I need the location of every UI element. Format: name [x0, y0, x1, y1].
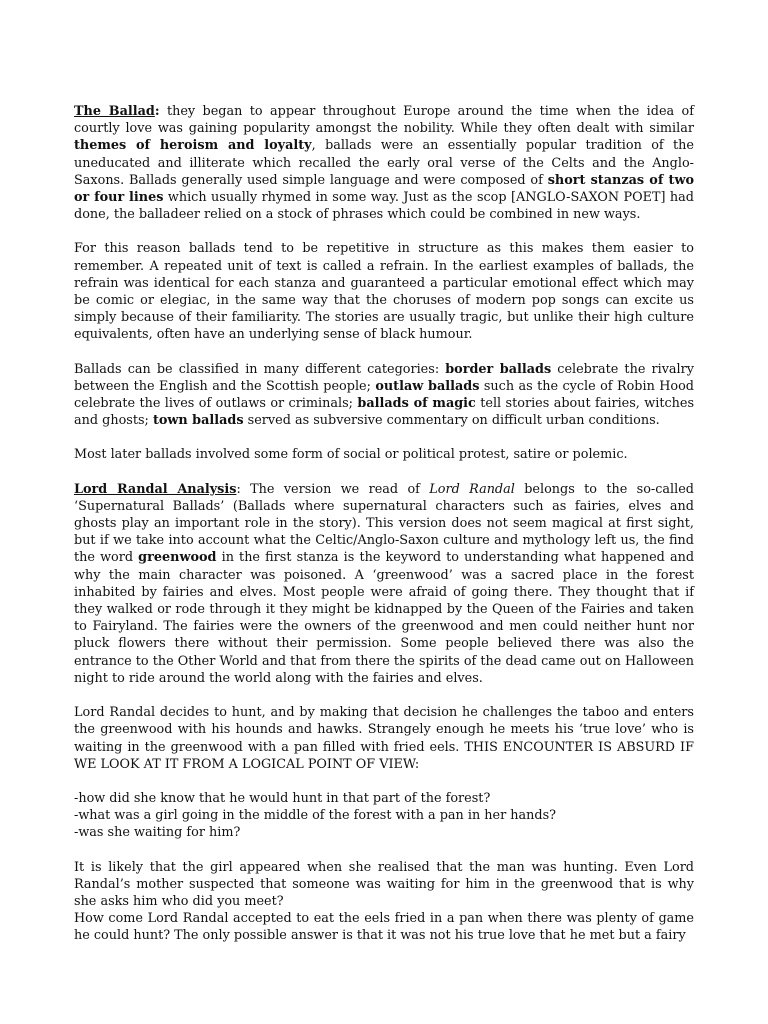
list-item: -how did she know that he would hunt in that part of the forest? — [74, 790, 491, 806]
paragraph-refrain: For this reason ballads tend to be repetitive in structure as this makes them easier to remember. A repeated unit of text is called a refrain. In the earliest examples of ballads, the refrain was identical for each stanza and guaranteed a particular emotional effect which may be comic or elegiac, in the same way that the choruses of modern pop songs can excite us simply because of their familiarity. The stories are usually tragic, but unlike their high culture equivalents, often have an underlying sense of black humour. — [74, 241, 694, 343]
text-run: in the first stanza is the keyword to understanding what happened and why the main character was poisoned. A ‘greenwood’ was a sacred place in the forest inhabited by fairies and elves. Most people were afraid of going there. They thought that if they walked or rode through it they might be kidnapped by the Queen of the Fairies and taken to Fairyland. The fairies were the owners of the greenwood and men could neither hunt nor pluck flowers there without their permission. Some people believed there was also the entrance to the Other World and that from there the spirits of the dead came out on Halloween night to ride around the world along with the fairies and elves. — [74, 550, 695, 686]
document-page — [74, 103, 694, 945]
bold-phrase: ballads of magic — [357, 396, 476, 412]
text-run: belongs to the so-called ‘Supernatural Ballads’ (Ballads where supernatural characters such as fairies, elves and ghosts play an important role in the story). This version does not seem magical at first sight, but if we take into account what the Celtic/Anglo-Saxon culture and mythology left us, the find the word — [74, 481, 695, 566]
paragraph-lord-randal-analysis — [74, 481, 694, 687]
heading-colon: : — [154, 104, 160, 119]
text-run: : The version we read of — [236, 481, 430, 497]
paragraph-categories — [74, 361, 694, 430]
text-run: celebrate the rivalry between the English and the Scottish people; — [74, 361, 694, 394]
section-heading-the-ballad: The Ballad — [74, 104, 155, 119]
question-list — [74, 790, 694, 842]
list-item: -was she waiting for him? — [74, 825, 241, 841]
section-heading-lord-randal-analysis: Lord Randal Analysis — [74, 481, 237, 497]
text-run: such as the cycle of Robin Hood celebrate the lives of outlaws or criminals; — [74, 378, 694, 412]
text-run: tell stories about fairies, witches and ghosts; — [74, 396, 695, 429]
text-run: served as subversive commentary on difficult urban conditions. — [243, 413, 660, 429]
bold-phrase: short stanzas of two or four lines — [74, 172, 694, 206]
text-run: Ballads can be classified in many different categories: — [74, 361, 446, 377]
list-item: -what was a girl going in the middle of the forest with a pan in her hands? — [74, 808, 557, 824]
bold-phrase: town ballads — [152, 413, 244, 429]
paragraph-girl-appeared: It is likely that the girl appeared when she realised that the man was hunting. Even Lord Randal’s mother suspected that someone was waiting for him in the greenwood that is why she asks him who did you meet? — [74, 859, 694, 909]
bold-phrase: border ballads — [445, 361, 552, 377]
paragraph-ballad-intro — [74, 103, 694, 223]
paragraph-eels: How come Lord Randal accepted to eat the eels fried in a pan when there was plenty of game he could hunt? The only possible answer is that it was not his true love that he met but a fairy — [74, 911, 694, 944]
text-run: which usually rhymed in some way. Just as the scop [ANGLO-SAXON POET] had done, the balladeer relied on a stock of phrases which could be combined in new ways. — [74, 190, 694, 223]
bold-phrase: outlaw ballads — [375, 378, 480, 394]
bold-phrase: themes of heroism and loyalty — [74, 138, 312, 154]
paragraph-later-ballads: Most later ballads involved some form of social or political protest, satire or polemic. — [74, 447, 628, 463]
italic-title: Lord Randal — [429, 481, 515, 497]
text-run: they began to appear throughout Europe around the time when the idea of courtly love was gaining popularity amongst the nobility. While they often dealt with similar — [74, 104, 694, 137]
bold-phrase: greenwood — [138, 550, 217, 566]
text-run: , ballads were an essentially popular tradition of the uneducated and illiterate which recalled the early oral verse of the Celts and the Anglo-Saxons. Ballads generally used simple language and were composed of — [74, 138, 694, 188]
paragraph-lord-randal-hunt: Lord Randal decides to hunt, and by making that decision he challenges the taboo and enters the greenwood with his hounds and hawks. Strangely enough he meets his ‘true love’ who is waiting in the greenwood with a pan filled with fried eels. THIS ENCOUNTER IS ABSURD IF WE LOOK AT IT FROM A LOGICAL POINT OF VIEW: — [74, 705, 694, 772]
